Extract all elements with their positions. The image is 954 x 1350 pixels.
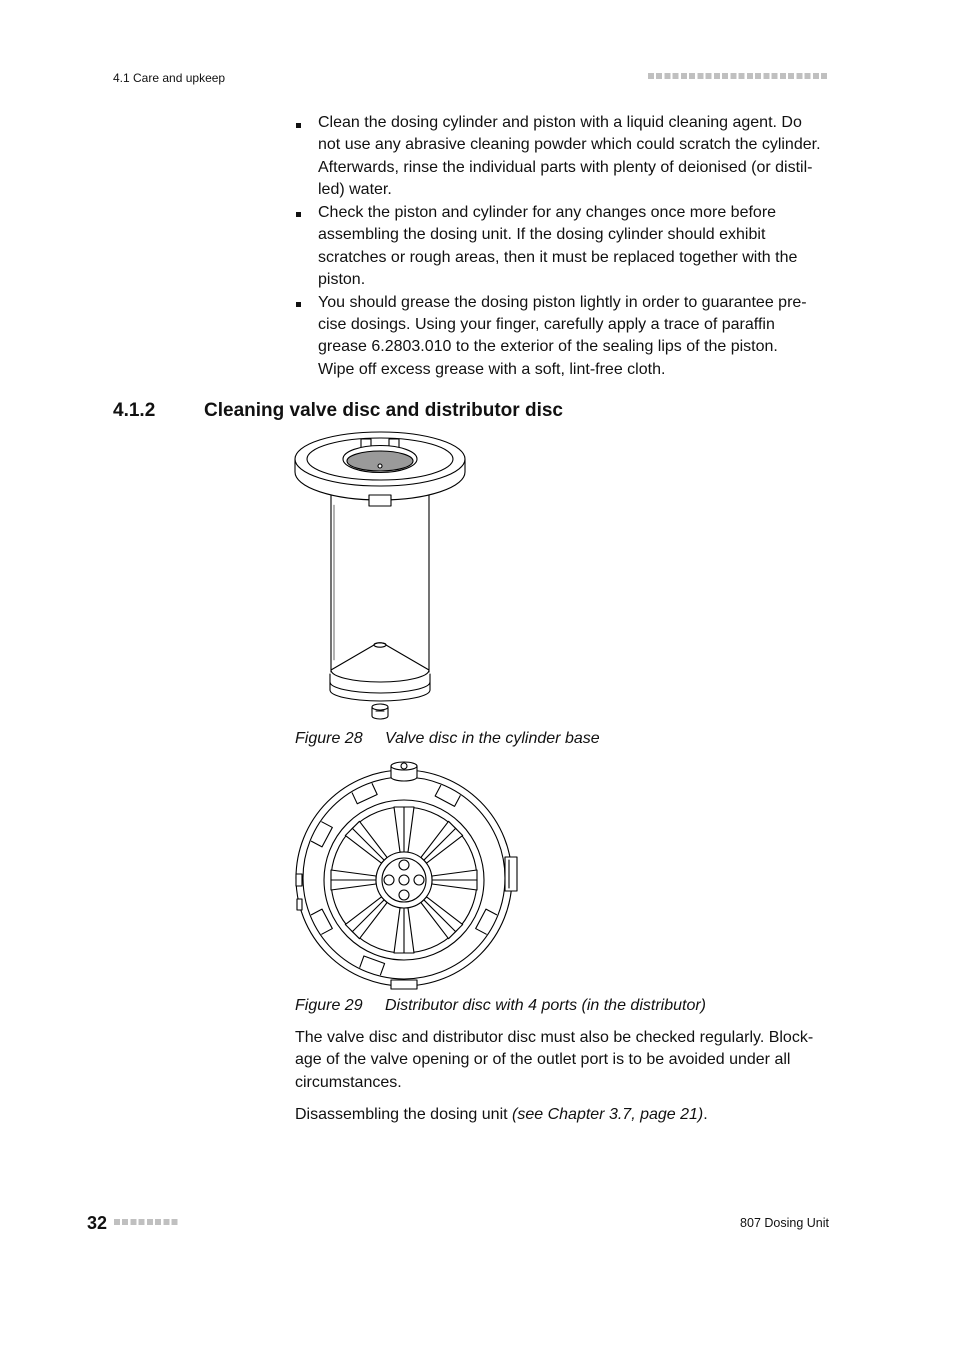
housing-tab-left [296,874,302,886]
bullet-line: grease 6.2803.010 to the exterior of the sealing lips of the piston. [318,338,778,356]
top-port-nut [391,762,417,781]
header-ornament [648,73,829,79]
bullet-marker [296,302,301,307]
bullet-line: scratches or rough areas, then it must be replaced together with the [318,248,798,266]
paragraph-end: . [703,1106,708,1123]
flange-tab [369,495,391,506]
valve-disc-hole [378,464,382,468]
housing-tab-right [505,857,517,891]
bullet-line: Wipe off excess grease with a soft, lint-free cloth. [318,360,666,378]
bullet-item [318,292,821,382]
chapter-reference-link[interactable]: (see Chapter 3.7, page 21) [512,1106,704,1123]
bullet-line: cise dosings. Using your finger, carefully apply a trace of paraffin [318,315,775,333]
base-screw [372,704,388,719]
bullet-line: Afterwards, rinse the individual parts with plenty of deionised (or distil- [318,158,813,176]
figure-28-illustration [290,428,470,726]
bullet-marker [296,212,301,217]
bullet-line: assembling the dosing unit. If the dosing cylinder should exhibit [318,226,766,244]
housing-tab-left [297,899,302,910]
bullet-item [318,202,821,292]
paragraph-line: age of the valve opening or of the outlet port is to be avoided under all [295,1051,791,1069]
figure-28-caption: Valve disc in the cylinder base [385,730,600,747]
port [399,890,409,900]
figure-29-caption: Distributor disc with 4 ports (in the distributor) [385,997,706,1014]
bullet-item [318,112,821,202]
running-footer-product: 807 Dosing Unit [740,1216,829,1230]
bullet-line: led) water. [318,181,392,199]
bullet-line: Clean the dosing cylinder and piston with a liquid cleaning agent. Do [318,114,802,131]
paragraph-text: Disassembling the dosing unit [295,1106,513,1123]
valve-cone [331,643,429,682]
page-number: 32 [87,1213,108,1233]
bullet-marker [296,123,301,128]
figure-28-label: Figure 28 [295,730,363,747]
footer-ornament [114,1219,180,1225]
bullet-line: not use any abrasive cleaning powder which could scratch the cylinder. [318,136,821,154]
paragraph-line: The valve disc and distributor disc must also be checked regularly. Block- [295,1029,814,1046]
section-title: Cleaning valve disc and distributor disc [204,400,563,421]
paragraph-inspection [295,1027,813,1094]
port [414,875,424,885]
distributor-disc [324,800,484,960]
paragraph-disassembly [295,1104,708,1126]
screw-head [372,704,388,710]
section-number: 4.1.2 [113,400,156,421]
port [384,875,394,885]
paragraph-line: circumstances. [295,1073,402,1091]
figure-29-label: Figure 29 [295,997,363,1014]
housing-tab-bottom [391,980,417,989]
bullet-list [318,112,821,381]
figure-29-illustration [290,758,522,994]
port [399,860,409,870]
bullet-line: piston. [318,271,366,289]
running-header-section: 4.1 Care and upkeep [113,71,226,85]
cone-body [331,643,429,682]
bullet-line: Check the piston and cylinder for any changes once more before [318,203,777,221]
center-port [399,875,409,885]
bullet-line: You should grease the dosing piston lightly in order to guarantee pre- [318,293,807,311]
